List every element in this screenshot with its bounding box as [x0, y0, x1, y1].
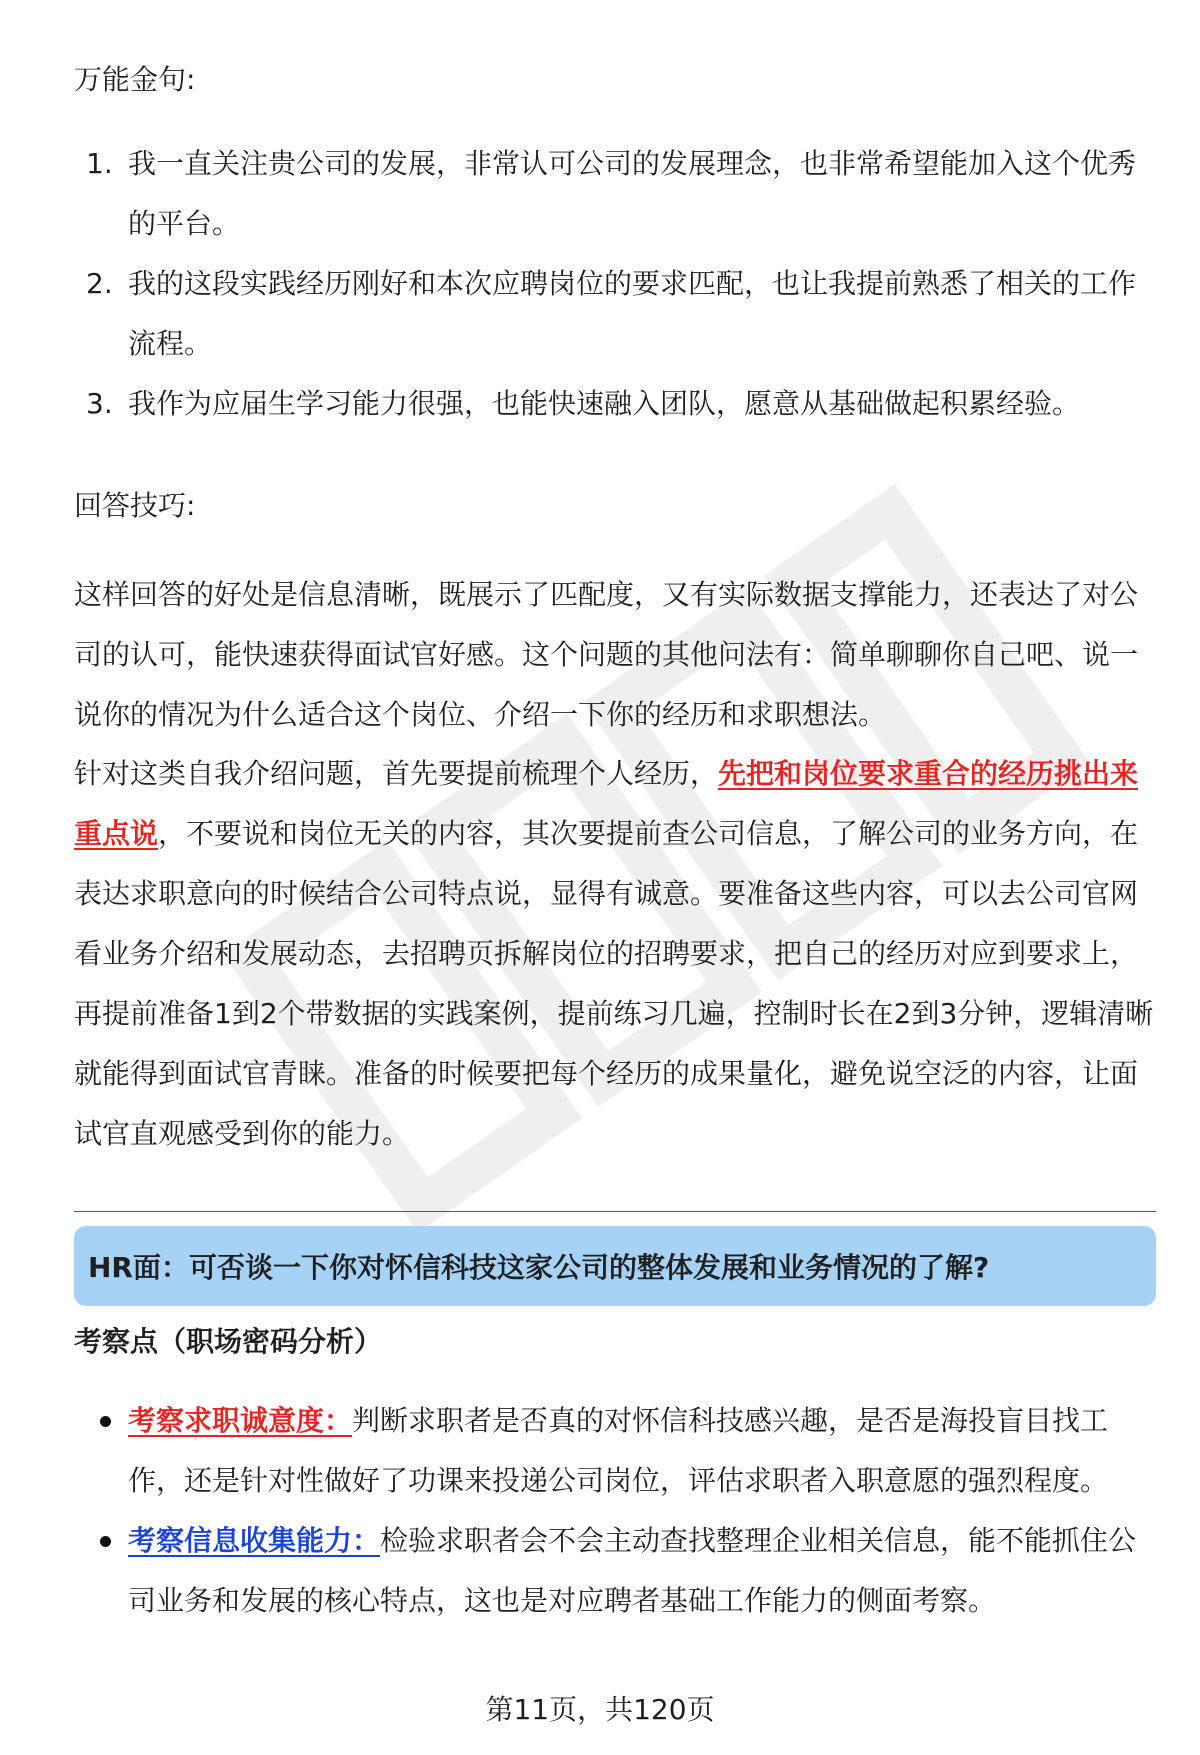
check-point-desc: 检验求职者会不会主动查找整理企业相关信息，能不能抓住公司业务和发展的核心特点，这也是对应聘者基础工作能力的侧面考察。 — [128, 1524, 1137, 1617]
list-item — [86, 134, 1156, 254]
list-item — [86, 374, 1156, 434]
tips-label: 回答技巧: — [74, 489, 196, 522]
list-text: 我一直关注贵公司的发展，非常认可公司的发展理念，也非常希望能加入这个优秀的平台。 — [128, 147, 1137, 240]
question-banner — [74, 1226, 1156, 1306]
tips-paragraph-2 — [74, 744, 1156, 1164]
section-divider — [74, 1211, 1156, 1212]
list-text: 我作为应届生学习能力很强，也能快速融入团队，愿意从基础做起积累经验。 — [128, 387, 1081, 420]
check-point-title: 考察求职诚意度： — [128, 1404, 353, 1437]
page-footer: 第11页，共120页 — [485, 1693, 715, 1726]
list-item — [86, 254, 1156, 374]
list-number: 1. — [86, 147, 113, 180]
check-point-desc: 判断求职者是否真的对怀信科技感兴趣，是否是海投盲目找工作，还是针对性做好了功课来投递公司岗位，评估求职者入职意愿的强烈程度。 — [128, 1404, 1109, 1497]
tips-text-after: ，不要说和岗位无关的内容，其次要提前查公司信息，了解公司的业务方向，在表达求职意向的时候结合公司特点说，显得有诚意。要准备这些内容，可以去公司官网看业务介绍和发展动态，去招聘页拆解岗位的招聘要求，把自己的经历对应到要求上，再提前准备1到2个带数据的实践案例，提前练习几遍，控制时长在2到3分钟，逻辑清晰就能得到面试官青睐。准备的时候要把每个经历的成果量化，避免说空泛的内容，让面试官直观感受到你的能力。 — [74, 817, 1154, 1150]
list-item — [94, 1511, 1156, 1631]
golden-sentences-list — [86, 134, 1156, 434]
bullet-text — [128, 1391, 1156, 1511]
question-title: HR面：可否谈一下你对怀信科技这家公司的整体发展和业务情况的了解? — [88, 1251, 990, 1284]
bullet-text — [128, 1511, 1156, 1631]
list-text: 我的这段实践经历刚好和本次应聘岗位的要求匹配，也让我提前熟悉了相关的工作流程。 — [128, 267, 1137, 360]
tips-paragraph: 这样回答的好处是信息清晰，既展示了匹配度，又有实际数据支撑能力，还表达了对公司的认可，能快速获得面试官好感。这个问题的其他问法有：简单聊聊你自己吧、说一说你的情况为什么适合这个岗位、介绍一下你的经历和求职想法。 — [74, 578, 1139, 731]
intro-label: 万能金句: — [74, 63, 196, 96]
check-points-list — [94, 1391, 1156, 1631]
bullet-icon — [94, 1391, 128, 1511]
tips-highlight: 先把和岗位要求重合的经历挑出来重点说 — [74, 757, 1139, 850]
tips-text-before: 针对这类自我介绍问题，首先要提前梳理个人经历， — [74, 757, 719, 790]
check-point-title: 考察信息收集能力： — [128, 1524, 381, 1557]
check-heading: 考察点（职场密码分析） — [74, 1325, 383, 1358]
list-number: 3. — [86, 387, 113, 420]
list-item — [94, 1391, 1156, 1511]
bullet-icon — [94, 1511, 128, 1631]
list-number: 2. — [86, 267, 113, 300]
